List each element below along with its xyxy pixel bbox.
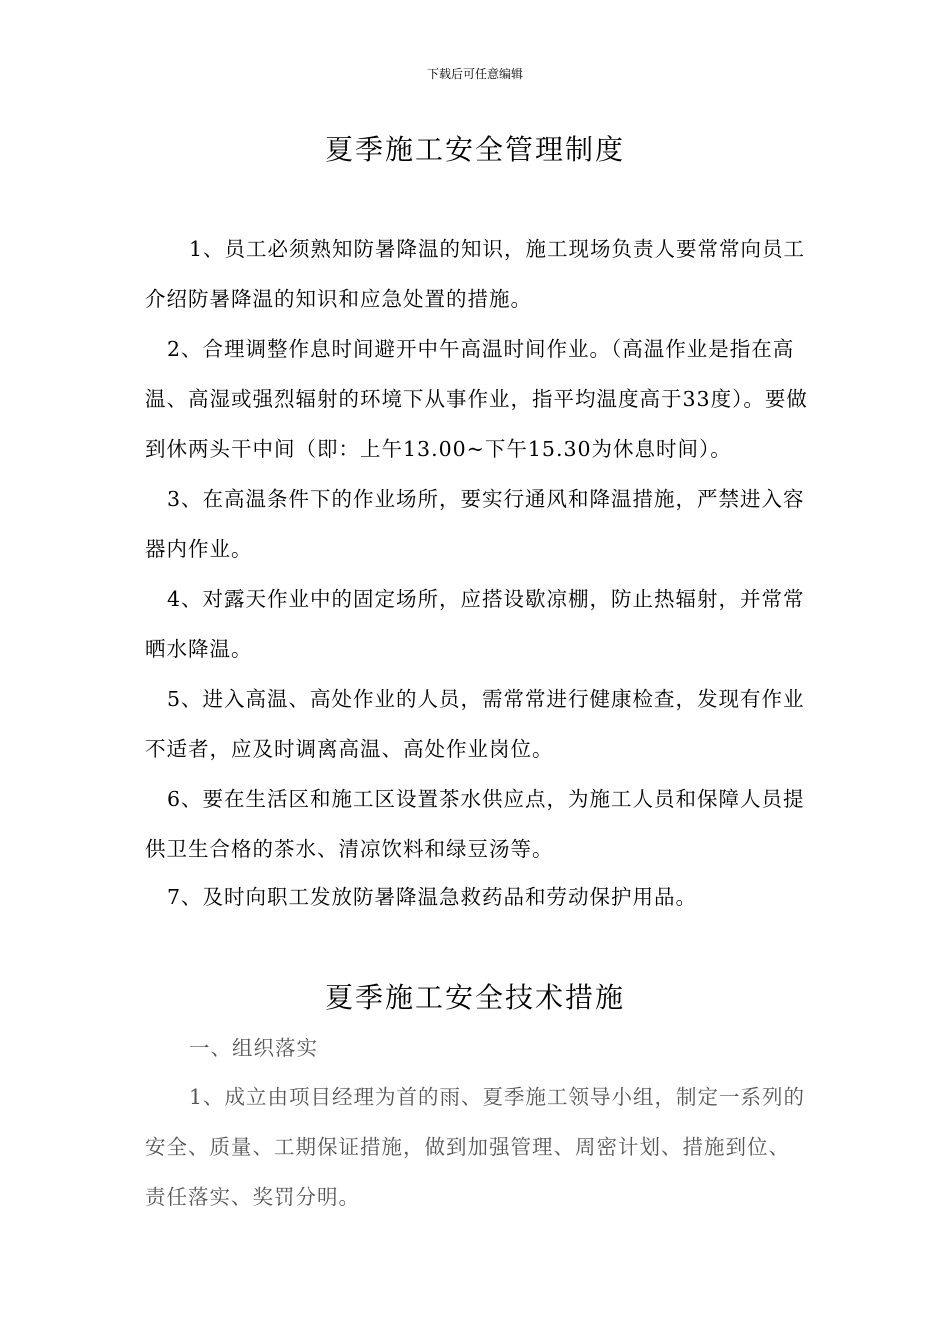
rule-item-4: 4、对露天作业中的固定场所，应搭设歇凉棚，防止热辐射，并常常晒水降温。 (145, 587, 805, 661)
rule-item-3: 3、在高温条件下的作业场所，要实行通风和降温措施，严禁进入容器内作业。 (145, 487, 805, 561)
section-subheading: 一、组织落实 (189, 1036, 318, 1060)
rule-item-1: 1、员工必须熟知防暑降温的知识，施工现场负责人要常常向员工介绍防暑降温的知识和应急处置的措施。 (145, 237, 806, 311)
document-title: 夏季施工安全管理制度 (324, 133, 625, 166)
rule-item-7: 7、及时向职工发放防暑降温急救药品和劳动保护用品。 (167, 885, 698, 909)
header-note: 下载后可任意编辑 (426, 67, 523, 81)
measure-item-1: 1、成立由项目经理为首的雨、夏季施工领导小组，制定一系列的安全、质量、工期保证措施，做到加强管理、周密计划、措施到位、责任落实、奖罚分明。 (145, 1085, 806, 1209)
rule-item-5: 5、进入高温、高处作业的人员，需常常进行健康检查，发现有作业不适者，应及时调离高温、高处作业岗位。 (145, 687, 805, 761)
section-title: 夏季施工安全技术措施 (324, 981, 625, 1014)
rule-item-2: 2、合理调整作息时间避开中午高温时间作业。（高温作业是指在高温、高湿或强烈辐射的环境下从事作业，指平均温度高于33度）。要做到休两头干中间（即：上午13.00~下午15.30为休息时间）。 (145, 337, 808, 461)
rule-item-6: 6、要在生活区和施工区设置茶水供应点，为施工人员和保障人员提供卫生合格的茶水、清凉饮料和绿豆汤等。 (145, 787, 805, 861)
